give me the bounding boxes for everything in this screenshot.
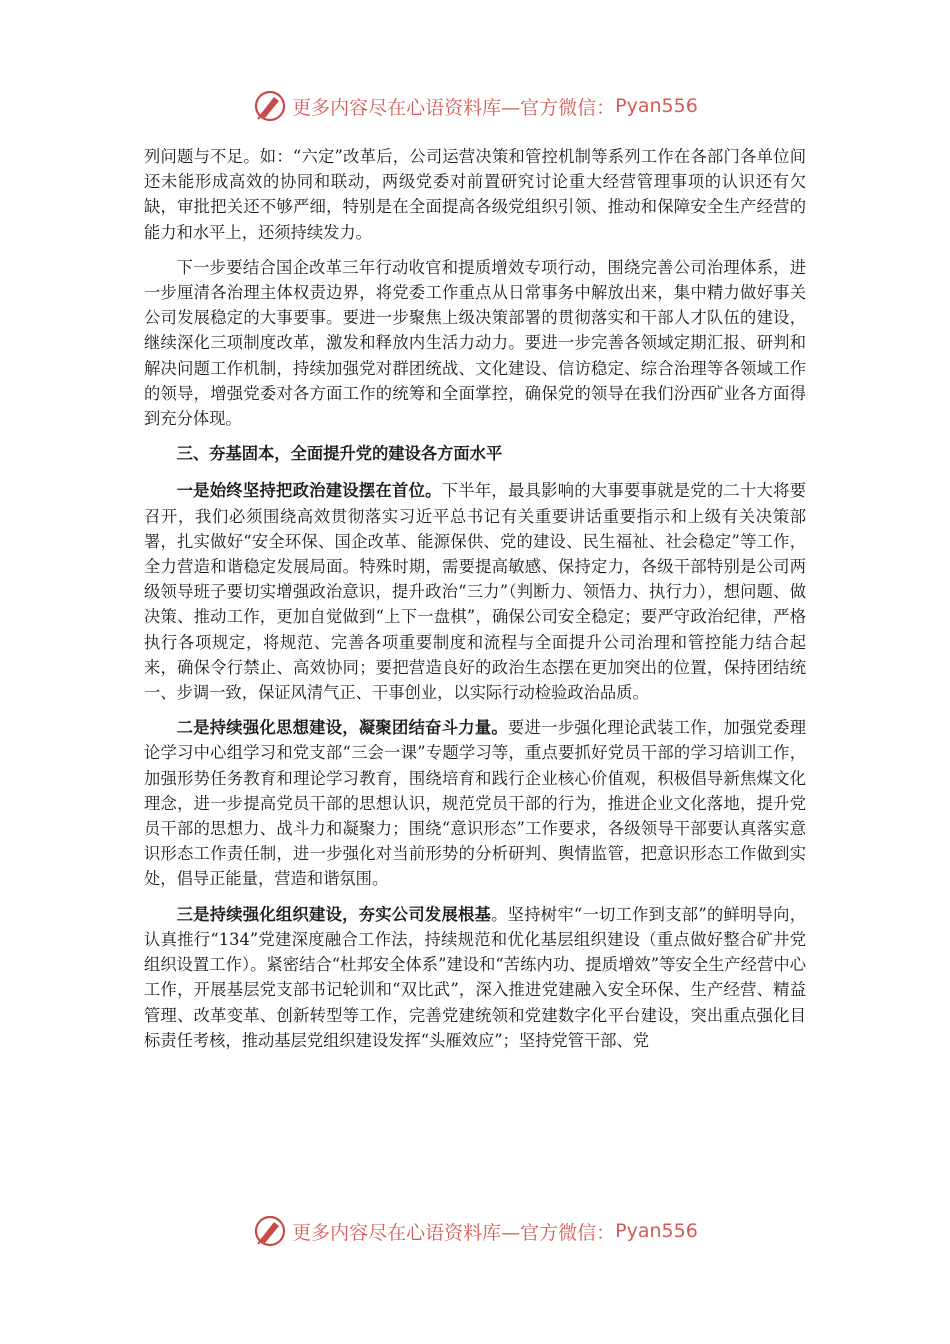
paragraph-ideological-building bbox=[144, 715, 806, 891]
banner-wechat-id: Pyan556 bbox=[615, 1220, 698, 1242]
banner-text: 更多内容尽在心语资料库—官方微信： bbox=[292, 1221, 616, 1244]
paragraph-5-body: 。坚持树牢“一切工作到支部”的鲜明导向，认真推行“134”党建深度融合工作法，持续规范和优化基层组织建设（重点做好整合矿井党组织设置工作）。紧密结合“杜邦安全体系”建设和“苦练内功、提质增效”等安全生产经营中心工作，开展基层党支部书记轮训和“双比武”，深入推进党建融入安全环保、生产经营、精益管理、改革变革、创新转型等工作，完善党建统领和党建数字化平台建设，突出重点强化目标责任考核，推动基层党组织建设发挥“头雁效应”；坚持党管干部、党 bbox=[144, 904, 806, 1050]
paragraph-3-body: 下半年，最具影响的大事要事就是党的二十大将要召开，我们必须围绕高效贯彻落实习近平总书记有关重要讲话重要指示和上级有关决策部署，扎实做好“安全环保、国企改革、能源保供、党的建设、民生福祉、社会稳定”等工作，全力营造和谐稳定发展局面。特殊时期，需要提高敏感、保持定力，各级干部特别是公司两级领导班子要切实增强政治意识，提升政治“三力”（判断力、领悟力、执行力），想问题、做决策、推动工作，更加自觉做到“上下一盘棋”，确保公司安全稳定；要严守政治纪律，严格执行各项规定，将规范、完善各项重要制度和流程与全面提升公司治理和管控能力结合起来，确保令行禁止、高效协同；要把营造良好的政治生态摆在更加突出的位置，保持团结统一、步调一致，保证风清气正、干事创业，以实际行动检验政治品质。 bbox=[144, 481, 806, 703]
banner-text: 更多内容尽在心语资料库—官方微信： bbox=[292, 96, 616, 119]
paragraph-4-body: 要进一步强化理论武装工作，加强党委理论学习中心组学习和党支部“三会一课”专题学习等，重点要抓好党员干部的学习培训工作，加强形势任务教育和理论学习教育，围绕培育和践行企业核心价值观，积极倡导新焦煤文化理念，进一步提高党员干部的思想认识，规范党员干部的行为，推进企业文化落地，提升党员干部的思想力、战斗力和凝聚力；围绕“意识形态”工作要求，各级领导干部要认真落实意识形态工作责任制，进一步强化对当前形势的分析研判、舆情监管，把意识形态工作做到实处，倡导正能量，营造和谐氛围。 bbox=[144, 718, 806, 889]
footer-banner bbox=[0, 1211, 950, 1251]
paragraph-4-lead: 二是持续强化思想建设，凝聚团结奋斗力量。 bbox=[176, 718, 508, 738]
paragraph-3-lead: 一是始终坚持把政治建设摆在首位。 bbox=[176, 481, 442, 501]
paragraph-1: 列问题与不足。如：“六定”改革后，公司运营决策和管控机制等系列工作在各部门各单位间还未能形成高效的协同和联动，两级党委对前置研究讨论重大经营管理事项的认识还有欠缺，审批把关还不够严细，特别是在全面提高各级党组织引领、推动和保障安全生产经营的能力和水平上，还须持续发力。 bbox=[144, 147, 806, 242]
section-heading-3: 三、夯基固本，全面提升党的建设各方面水平 bbox=[176, 444, 503, 464]
paragraph-organizational-building bbox=[144, 902, 806, 1053]
paragraph-2: 下一步要结合国企改革三年行动收官和提质增效专项行动，围绕完善公司治理体系，进一步厘清各治理主体权责边界，将党委工作重点从日常事务中解放出来，集中精力做好事关公司发展稳定的大事要事。要进一步聚焦上级决策部署的贯彻落实和干部人才队伍的建设，继续深化三项制度改革，激发和释放内生活力动力。要进一步完善各领域定期汇报、研判和解决问题工作机制，持续加强党对群团统战、文化建设、信访稳定、综合治理等各领域工作的领导，增强党委对各方面工作的统筹和全面掌控，确保党的领导在我们汾西矿业各方面得到充分体现。 bbox=[144, 257, 806, 429]
document-body bbox=[144, 144, 806, 1063]
paragraph-5-lead: 三是持续强化组织建设，夯实公司发展根基 bbox=[176, 904, 492, 924]
header-banner bbox=[0, 86, 950, 126]
paragraph-political-building bbox=[144, 478, 806, 705]
pen-nib-icon bbox=[252, 1213, 288, 1249]
banner-wechat-id: Pyan556 bbox=[615, 95, 698, 117]
pen-nib-icon bbox=[252, 88, 288, 124]
